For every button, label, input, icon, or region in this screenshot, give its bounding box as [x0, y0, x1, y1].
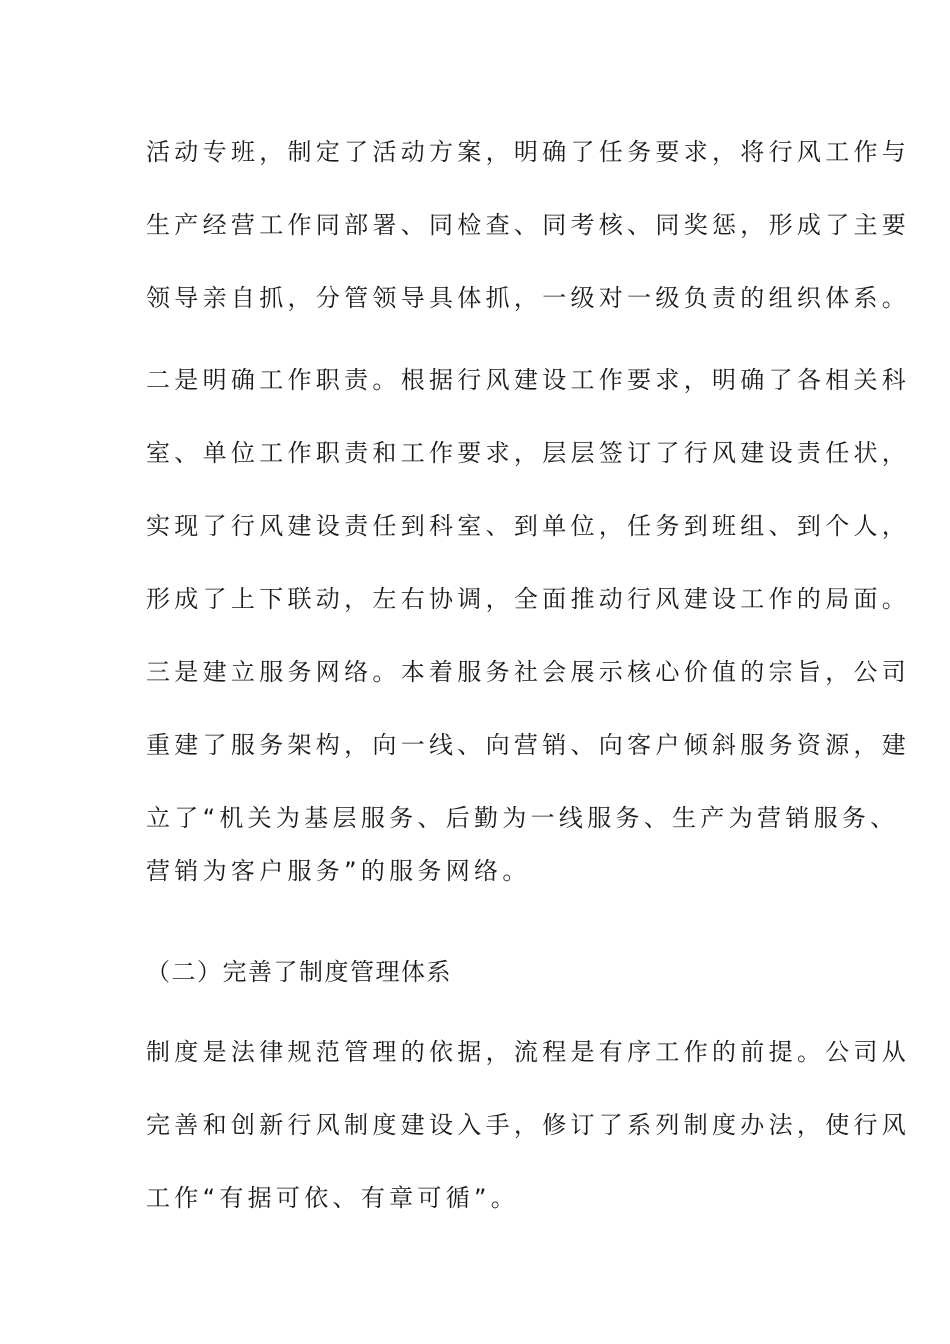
- text-line: 完善和创新行风制度建设入手，修订了系列制度办法，使行风: [146, 1111, 911, 1139]
- text-line: 室、单位工作职责和工作要求，层层签订了行风建设责任状，: [146, 439, 911, 467]
- text-line: 领导亲自抓，分管领导具体抓，一级对一级负责的组织体系。: [146, 284, 911, 312]
- section-heading: （二）完善了制度管理体系: [146, 958, 452, 986]
- text-line: 生产经营工作同部署、同检查、同考核、同奖惩，形成了主要: [146, 211, 911, 239]
- text-line: 三是建立服务网络。本着服务社会展示核心价值的宗旨，公司: [146, 658, 911, 686]
- text-line: 二是明确工作职责。根据行风建设工作要求，明确了各相关科: [146, 366, 911, 394]
- text-line: 重建了服务架构，向一线、向营销、向客户倾斜服务资源，建: [146, 731, 911, 759]
- text-line: 形成了上下联动，左右协调，全面推动行风建设工作的局面。: [146, 585, 911, 613]
- text-line: 制度是法律规范管理的依据，流程是有序工作的前提。公司从: [146, 1038, 911, 1066]
- text-line: 营销为客户服务”的服务网络。: [146, 857, 531, 885]
- text-line: 实现了行风建设责任到科室、到单位，任务到班组、到个人，: [146, 512, 911, 540]
- text-line: 活动专班，制定了活动方案，明确了任务要求，将行风工作与: [146, 138, 911, 166]
- text-line: 工作“有据可依、有章可循”。: [146, 1184, 520, 1212]
- text-line: 立了“机关为基层服务、后勤为一线服务、生产为营销服务、: [146, 804, 899, 832]
